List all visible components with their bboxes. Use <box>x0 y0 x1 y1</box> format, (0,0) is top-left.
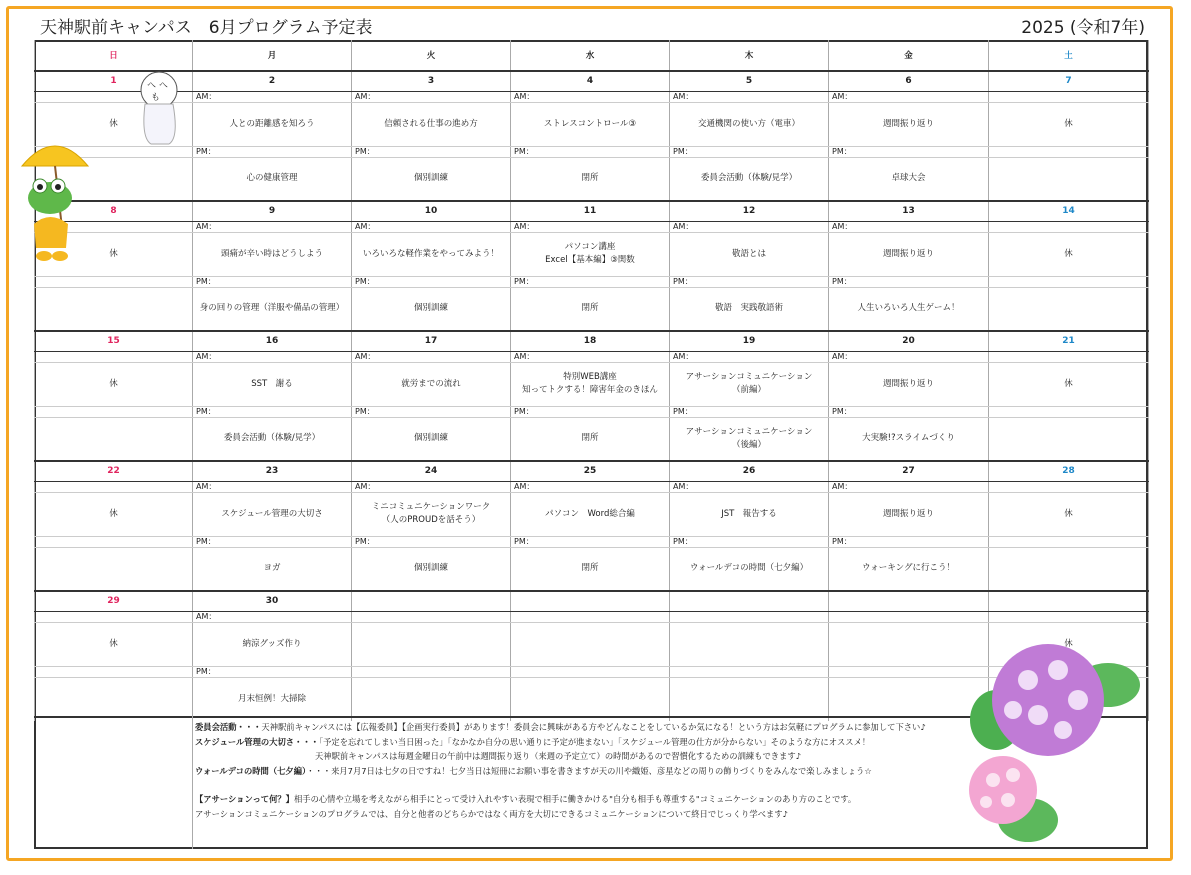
pm-label: PM： <box>511 276 670 287</box>
empty-cell <box>35 351 193 362</box>
year-label: 2025 (令和7年) <box>1021 18 1145 38</box>
empty-cell <box>989 146 1149 157</box>
pm-program: 個別訓練 <box>352 287 511 331</box>
empty-cell <box>989 157 1149 201</box>
note-assertion-body: 相手の心情や立場を考えながら相手にとって受け入れやすい表現で相手に働きかける"自分も相手も尊重する"コミュニケーションのあり方のことです。 <box>293 794 857 804</box>
am-label <box>829 611 989 622</box>
am-label: AM： <box>670 351 829 362</box>
am-label: AM： <box>829 91 989 102</box>
day-number: 15 <box>35 331 193 351</box>
page-title: 天神駅前キャンパス 6月プログラム予定表 <box>40 18 373 38</box>
dow-saturday: 土 <box>989 40 1149 71</box>
am-label <box>511 611 670 622</box>
pm-label: PM： <box>193 666 352 677</box>
pm-label: PM： <box>670 406 829 417</box>
pm-program <box>829 677 989 721</box>
am-program: ミニコミュニケーションワーク （人のPROUDを話そう） <box>352 492 511 536</box>
day-number: 8 <box>35 201 193 221</box>
empty-cell <box>989 221 1149 232</box>
am-label: AM： <box>193 91 352 102</box>
pm-label: PM： <box>670 276 829 287</box>
pm-label: PM： <box>193 146 352 157</box>
pm-label: PM： <box>670 146 829 157</box>
pm-label: PM： <box>511 146 670 157</box>
day-number: 10 <box>352 201 511 221</box>
empty-cell <box>35 481 193 492</box>
am-program: ストレスコントロール③ <box>511 102 670 146</box>
am-program: スケジュール管理の大切さ <box>193 492 352 536</box>
am-label <box>352 611 511 622</box>
note-schedule-body: 「予定を忘れてしまい当日困った」「なかなか自分の思い通りに予定が進まない」「スケジュール管理の仕方が分からない」そのような方にオススメ！ <box>318 736 871 747</box>
day-number <box>670 591 829 611</box>
am-label: AM： <box>511 221 670 232</box>
note-walldeco-body: ・・・来月7月7日は七夕の日ですね！七夕当日は短冊にお願い事を書きますが天の川や織姫、彦星などの周りの飾りづくりをみんなで楽しみましょう☆ <box>306 765 872 776</box>
dow-monday: 月 <box>193 40 352 71</box>
am-label: AM： <box>193 221 352 232</box>
day-number: 17 <box>352 331 511 351</box>
am-program: 頭痛が辛い時はどうしよう <box>193 232 352 276</box>
day-number: 19 <box>670 331 829 351</box>
pm-program: 月末恒例！大掃除 <box>193 677 352 721</box>
day-number <box>989 591 1149 611</box>
pm-label: PM： <box>511 536 670 547</box>
am-program: アサーションコミュニケーション （前編） <box>670 362 829 406</box>
pm-label: PM： <box>670 536 829 547</box>
empty-cell <box>35 406 193 417</box>
day-number: 5 <box>670 71 829 91</box>
am-program <box>829 622 989 666</box>
note-assertion-head: 【アサーションって何？】 <box>195 794 294 804</box>
pm-program: 個別訓練 <box>352 417 511 461</box>
am-label: AM： <box>193 351 352 362</box>
empty-cell <box>35 536 193 547</box>
pm-program <box>511 677 670 721</box>
day-number: 26 <box>670 461 829 481</box>
note-schedule-sub: 天神駅前キャンパスは毎週金曜日の午前中は週間振り返り（来週の予定立て）の時間があるので習慣化するための訓練もできます♪ <box>315 751 801 761</box>
am-program: 週間振り返り <box>829 232 989 276</box>
pm-program: 閉所 <box>511 547 670 591</box>
day-number: 22 <box>35 461 193 481</box>
am-program: 納涼グッズ作り <box>193 622 352 666</box>
holiday-label: 休 <box>35 492 193 536</box>
empty-cell <box>35 666 193 677</box>
day-number: 12 <box>670 201 829 221</box>
holiday-label: 休 <box>989 362 1149 406</box>
pm-label: PM： <box>193 536 352 547</box>
pm-label: PM： <box>829 276 989 287</box>
am-program <box>352 622 511 666</box>
am-label: AM： <box>352 351 511 362</box>
empty-cell <box>989 481 1149 492</box>
am-program <box>670 622 829 666</box>
am-label: AM： <box>352 221 511 232</box>
pm-program <box>352 677 511 721</box>
am-program: パソコン講座 Excel【基本編】③関数 <box>511 232 670 276</box>
am-label: AM： <box>352 481 511 492</box>
pm-program: 閉所 <box>511 287 670 331</box>
empty-cell <box>989 536 1149 547</box>
pm-program: 身の回りの管理（洋服や備品の管理） <box>193 287 352 331</box>
am-program: 週間振り返り <box>829 492 989 536</box>
note-walldeco-head: ウォールデコの時間（七夕編） <box>195 765 307 776</box>
pm-label: PM： <box>829 146 989 157</box>
note-committee-head: 委員会活動・・・ <box>195 722 262 732</box>
pm-label: PM： <box>511 406 670 417</box>
empty-cell <box>989 406 1149 417</box>
dow-sunday: 日 <box>35 40 193 71</box>
frog-umbrella-illustration <box>20 128 90 268</box>
svg-text:へ へ: へ へ <box>147 81 168 91</box>
pm-program: 個別訓練 <box>352 157 511 201</box>
pm-label: PM： <box>193 406 352 417</box>
day-number: 11 <box>511 201 670 221</box>
empty-cell <box>35 547 193 591</box>
pm-program: 個別訓練 <box>352 547 511 591</box>
am-program <box>511 622 670 666</box>
holiday-label: 休 <box>989 232 1149 276</box>
am-label: AM： <box>193 481 352 492</box>
day-number: 25 <box>511 461 670 481</box>
pm-label: PM： <box>352 536 511 547</box>
pm-program: 委員会活動（体験/見学） <box>670 157 829 201</box>
am-label: AM： <box>829 351 989 362</box>
empty-cell <box>35 677 193 721</box>
dow-friday: 金 <box>829 40 989 71</box>
am-label: AM： <box>670 221 829 232</box>
pm-label: PM： <box>829 406 989 417</box>
day-number: 18 <box>511 331 670 351</box>
svg-text:も: も <box>151 93 161 103</box>
pm-label <box>511 666 670 677</box>
am-program: 信頼される仕事の進め方 <box>352 102 511 146</box>
day-number: 28 <box>989 461 1149 481</box>
day-number: 1 <box>35 71 193 91</box>
day-number: 6 <box>829 71 989 91</box>
day-number <box>352 591 511 611</box>
am-program: 交通機関の使い方（電車） <box>670 102 829 146</box>
calendar-grid <box>34 40 1149 721</box>
pm-label: PM： <box>193 276 352 287</box>
teru-teru-bozu-illustration <box>135 68 185 148</box>
dow-tuesday: 火 <box>352 40 511 71</box>
dow-wednesday: 水 <box>511 40 670 71</box>
empty-cell <box>989 417 1149 461</box>
am-program: いろいろな軽作業をやってみよう！ <box>352 232 511 276</box>
pm-program: 人生いろいろ人生ゲーム！ <box>829 287 989 331</box>
pm-label: PM： <box>352 146 511 157</box>
holiday-label: 休 <box>989 492 1149 536</box>
day-number: 21 <box>989 331 1149 351</box>
am-label: AM： <box>511 91 670 102</box>
am-label: AM： <box>829 221 989 232</box>
pm-program: 閉所 <box>511 157 670 201</box>
am-label: AM： <box>829 481 989 492</box>
pm-program: 心の健康管理 <box>193 157 352 201</box>
am-label <box>670 611 829 622</box>
am-program: パソコン Word総合編 <box>511 492 670 536</box>
am-label: AM： <box>193 611 352 622</box>
am-program: 特別WEB講座 知ってトクする！障害年金のきほん <box>511 362 670 406</box>
empty-cell <box>989 287 1149 331</box>
holiday-label: 休 <box>989 622 1149 666</box>
holiday-label: 休 <box>35 622 193 666</box>
note-assertion-program: アサーションコミュニケーションのプログラムでは、自分と他者のどちらかではなく両方を大切にできるコミュニケーションについて終日でじっくり学べます♪ <box>195 808 788 819</box>
hydrangea-illustration <box>968 630 1148 850</box>
day-number: 20 <box>829 331 989 351</box>
day-number: 13 <box>829 201 989 221</box>
pm-program: アサーションコミュニケーション （後編） <box>670 417 829 461</box>
am-label: AM： <box>511 481 670 492</box>
empty-cell <box>989 611 1149 622</box>
am-program: 就労までの流れ <box>352 362 511 406</box>
empty-cell <box>989 351 1149 362</box>
empty-cell <box>35 417 193 461</box>
pm-program: 卓球大会 <box>829 157 989 201</box>
day-number: 16 <box>193 331 352 351</box>
pm-program: 閉所 <box>511 417 670 461</box>
day-number: 30 <box>193 591 352 611</box>
pm-program <box>670 677 829 721</box>
empty-cell <box>989 276 1149 287</box>
pm-program: 敬語 実践敬語術 <box>670 287 829 331</box>
am-label: AM： <box>670 481 829 492</box>
am-program: 週間振り返り <box>829 362 989 406</box>
holiday-label: 休 <box>989 102 1149 146</box>
empty-cell <box>35 276 193 287</box>
am-program: JST 報告する <box>670 492 829 536</box>
empty-cell <box>35 287 193 331</box>
pm-program: 大実験!?スライムづくり <box>829 417 989 461</box>
pm-program: 委員会活動（体験/見学） <box>193 417 352 461</box>
pm-program: ウォールデコの時間（七夕編） <box>670 547 829 591</box>
dow-thursday: 木 <box>670 40 829 71</box>
pm-label <box>352 666 511 677</box>
day-number: 7 <box>989 71 1149 91</box>
pm-label: PM： <box>352 276 511 287</box>
day-number: 24 <box>352 461 511 481</box>
holiday-label: 休 <box>35 102 193 146</box>
am-program: SST 謝る <box>193 362 352 406</box>
note-schedule-head: スケジュール管理の大切さ・・・ <box>195 736 319 747</box>
day-number <box>511 591 670 611</box>
day-number: 4 <box>511 71 670 91</box>
pm-label: PM： <box>829 536 989 547</box>
pm-program: ウォーキングに行こう！ <box>829 547 989 591</box>
day-number: 3 <box>352 71 511 91</box>
day-number: 2 <box>193 71 352 91</box>
holiday-label: 休 <box>35 232 193 276</box>
day-number: 9 <box>193 201 352 221</box>
am-label: AM： <box>670 91 829 102</box>
pm-label <box>670 666 829 677</box>
pm-label <box>829 666 989 677</box>
empty-cell <box>35 611 193 622</box>
day-number: 23 <box>193 461 352 481</box>
notes-vdivider <box>192 716 193 849</box>
holiday-label: 休 <box>35 362 193 406</box>
empty-cell <box>989 547 1149 591</box>
am-program: 敬語とは <box>670 232 829 276</box>
pm-program: ヨガ <box>193 547 352 591</box>
pm-label: PM： <box>352 406 511 417</box>
am-program: 週間振り返り <box>829 102 989 146</box>
am-label: AM： <box>352 91 511 102</box>
note-committee-body: 天神駅前キャンパスには【広報委員】【企画実行委員】があります！委員会に興味がある方やどんなことをしているか気になる！という方はお気軽にプログラムに参加して下さい♪ <box>261 722 926 732</box>
day-number <box>829 591 989 611</box>
day-number: 27 <box>829 461 989 481</box>
am-program: 人との距離感を知ろう <box>193 102 352 146</box>
empty-cell <box>989 91 1149 102</box>
day-number: 14 <box>989 201 1149 221</box>
am-label: AM： <box>511 351 670 362</box>
day-number: 29 <box>35 591 193 611</box>
